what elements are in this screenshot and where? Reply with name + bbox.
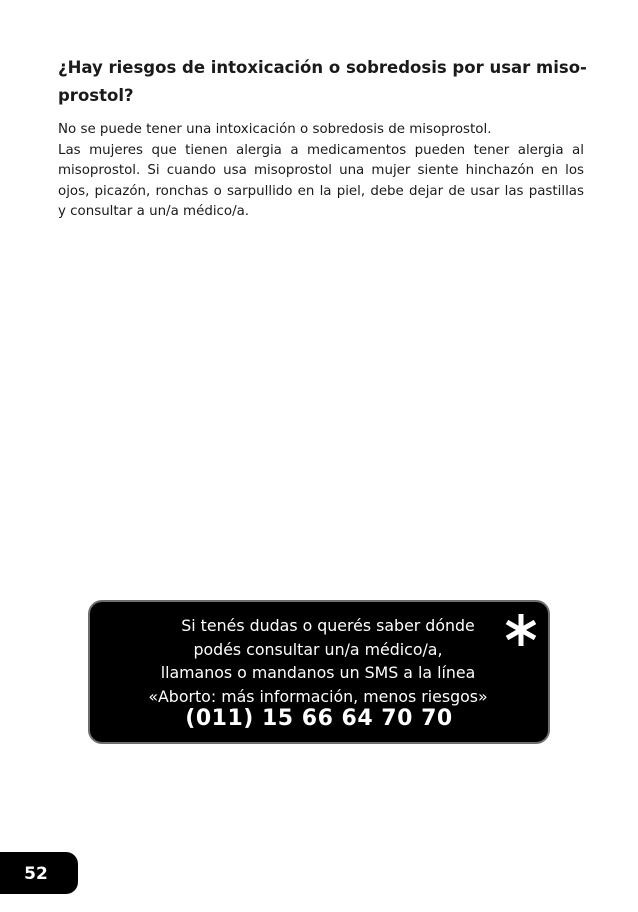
- hotline-phone-number: (011) 15 66 64 70 70: [185, 706, 453, 731]
- callout-line-2: podés consultar un/a médico/a,: [193, 639, 443, 659]
- section-question: [58, 54, 588, 110]
- callout-line-4: «Aborto: más información, menos riesgos»: [148, 686, 488, 706]
- help-callout-box: [88, 600, 550, 744]
- asterisk-icon: [504, 610, 538, 650]
- answer-paragraph-2: Las mujeres que tienen alergia a medicamentos pueden tener alergia al misoprostol. Si cuando usa misoprostol una mujer siente hinchazón en los ojos, picazón, ronchas o sarpullido en la piel, debe dejar de usar las pastillas y consultar a un/a médico/a.: [58, 142, 584, 219]
- callout-line-3: llamanos o mandanos un SMS a la línea: [160, 663, 476, 682]
- page-number: 52: [24, 864, 48, 884]
- answer-text: [58, 120, 584, 223]
- answer-sentence-1: No se puede tener una intoxicación o sobredosis de misoprostol.: [58, 122, 492, 137]
- callout-line-1: Si tenés dudas o querés saber dónde: [181, 616, 475, 635]
- callout-message: [90, 614, 546, 708]
- page-number-tab: [0, 852, 78, 894]
- question-line-1: ¿Hay riesgos de intoxicación o sobredosis por usar miso-: [58, 58, 587, 77]
- question-line-2: prostol?: [58, 86, 134, 105]
